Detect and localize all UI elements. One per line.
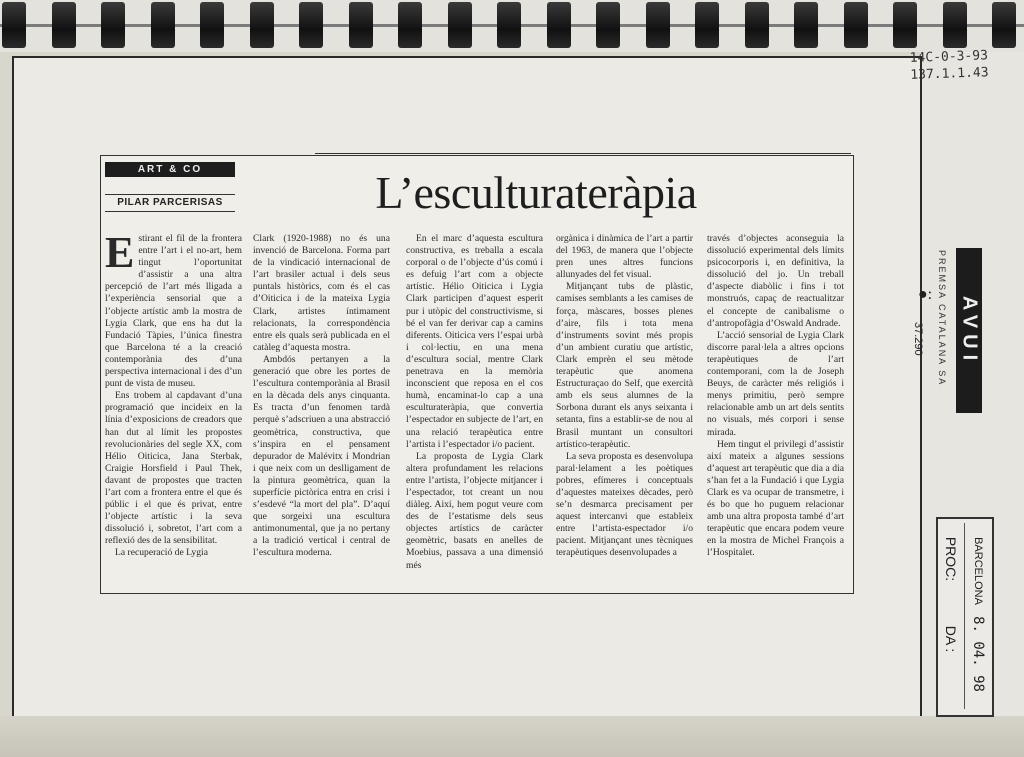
binding-ring: [448, 2, 472, 48]
article: [100, 155, 854, 594]
spiral-binding: [0, 0, 1024, 52]
author-byline: PILAR PARCERISAS: [105, 194, 235, 212]
binding-ring: [250, 2, 274, 48]
binding-ring: [52, 2, 76, 48]
paragraph: Hem tingut el privilegi d’assistir així mateix a algunes sessions d’aquest art terapèutic que dia a dia s’han fet a la Fundació i que Lygia Clark es va ocupar de transmetre, i és bo que ho puguem relacionar amb una altra proposta també d’art terapèutic que encara podem veure en la mostra de Michel François a l’Hospitalet.: [707, 438, 844, 559]
paragraph: Clark (1920-1988) no és una invenció de Barcelona. Forma part de la vindicació internacional de l’art brasiler actual i dels seus puntals històrics, com és el cas d’Oiticica i de la mateixa Lygia Clark, artistes íntimament relacionats, la correspondència entre els quals serà publicada en el catàleg d’aquesta mostra.: [253, 233, 390, 353]
binding-ring: [596, 2, 620, 48]
article-column-3: [406, 233, 543, 583]
binding-ring: [893, 2, 917, 48]
binding-ring: [299, 2, 323, 48]
newspaper-logo: [956, 248, 982, 413]
stamp-date: 8. 04. 98: [970, 616, 986, 692]
archive-stamp: [936, 517, 994, 717]
paragraph: La seva proposta es desenvolupa paral·lelament a les poètiques pobres, efímeres i conceptuals d’aquestes mateixes dècades, però se’n desmarca precisament per aquest intercanvi que estableix entre l’artista-espectador i/o pacient. Mitjançant unes tècniques terapèutiques desenvolupades a: [556, 450, 693, 559]
handwritten-line: 14C-0-3-93: [909, 48, 989, 66]
paragraph: orgànica i dinàmica de l’art a partir del 1963, de manera que l’objecte pren unes altres funcions allunyades del fet visual.: [556, 233, 693, 281]
page-edges: [0, 716, 1024, 757]
drop-cap: E: [105, 233, 135, 277]
binding-ring: [844, 2, 868, 48]
binding-ring: [547, 2, 571, 48]
binding-ring: [497, 2, 521, 48]
paragraph: La recuperació de Lygia: [115, 547, 208, 559]
binding-ring: [745, 2, 769, 48]
paragraph: La proposta de Lygia Clark altera profundament les relacions entre l’artista, l’objecte mitjancer i l’espectador, tot creant un nou diàleg. Així, hem pogut veure com des de l’estatisme dels seus objectes artístics de caràcter geomètric, basats en anelles de Moebius, passava a una dimensió més: [406, 450, 543, 571]
paragraph: En el marc d’aquesta escultura constructiva, es treballa a escala corporal o de l’objecte d’ús comú i es defuig l’art com a objecte artístic. Hélio Oiticica i Lygia Clark participen d’aquest esperit pur i utòpic del constructivisme, si bé el van fer derivar cap a camins diferents. Oiticica vers l’espai urbà i col·lectiu, en una mena d’escultura social, mentre Clark penetrava en la memòria inconscient que reposa en el cos humà, encaminat-lo cap a una esculturateràpia, que convertia l’espectador en subjecte de l’art, en una relació terapèutica entre l’artista i l’espectador i/o pacient.: [406, 233, 543, 450]
paragraph: Ens trobem al capdavant d’una programació que incideix en la línia d’exposicions de creadors que han dut al límit les propostes revolucionàries del segle XX, com Hélio Oiticica, Jana Sterbak, Craigie Horsfield i Paul Thek, davant de propostes que tracten l’art com a frontera entre el que és públic i el que és privat, entre l’objecte artístic i la seva dissolució i, sobretot, l’art com a reflexió des de la sensibilitat.: [105, 390, 242, 547]
binding-ring: [992, 2, 1016, 48]
stamp-proc-label: PROC:: [943, 536, 959, 582]
binding-ring: [200, 2, 224, 48]
edition-code: [912, 322, 952, 382]
binding-ring: [398, 2, 422, 48]
stamp-divider: [964, 523, 965, 709]
binding-ring: [151, 2, 175, 48]
binding-ring: [101, 2, 125, 48]
binding-ring: [794, 2, 818, 48]
binding-ring: [349, 2, 373, 48]
binding-ring: [646, 2, 670, 48]
paragraph: L’acció sensorial de Lygia Clark discorre paral·lela a altres opcions terapèutiques de l’art contemporani, com la de Joseph Beuys, de caràcter més religiós i menys primitiu, però sempre relacionable amb un art dels sentits no visuals, més corpori i sense mirada.: [707, 329, 844, 438]
article-column-4: [556, 233, 693, 583]
handwritten-line: 137.1.1.43: [910, 65, 989, 83]
section-label: ART & CO: [105, 162, 235, 177]
stamp-city: BARCELONA: [972, 537, 984, 605]
binding-ring: [695, 2, 719, 48]
article-column-5: [707, 233, 844, 583]
paragraph: través d’objectes aconseguia la dissolució experimental dels límits psicocorporis i, en definitiva, la dissolució del jo. Un treball d’aspecte diabòlic i fins i tot monstruós, capaç de reactualitzar el concepte de canibalisme o d’antropofàgia d’Oswald Andrade.: [707, 233, 844, 329]
article-title: L’esculturateràpia: [375, 167, 697, 218]
paragraph: Ambdós pertanyen a la generació que obre les portes de l’escultura contemporània al Brasil en la dècada dels anys cinquanta. Es tracta d’un fenomen tardà perquè s’adscriuen a una abstracció geomètrica, constructiva, que s’inspira en el pensament depurador de Malévitx i Mondrian i que neix com un deslligament de la pintura geomètrica, quan la superfície pictòrica entra en crisi i s’esdevé “la mort del pla”. D’aquí que sorgeixi una escultura antimonumental, que ja no pertany a la tradició vertical i central de l’escultura moderna.: [253, 353, 390, 559]
logo-mark-icon: ●:: [918, 286, 933, 303]
article-column-2: [253, 233, 390, 583]
binding-ring: [943, 2, 967, 48]
newspaper-name: AVUI: [958, 295, 981, 366]
title-rule: [315, 153, 851, 154]
paragraph: Mitjançant tubs de plàstic, camises semblants a les camises de força, màscares, bosses plenes d’aire, fils i tota mena d’instruments sovint més propis d’un ambient curatiu que artístic, Clark emprèn el seu mètode terapèutic que anomena Estructuraçao do Self, que exercità amb els seus alumnes de la Sorbona durant els anys seixanta i setanta, fins a establir-se de nou al Brasil muntant un consultori artístico-terapèutic.: [556, 281, 693, 450]
edition-number: 37.290: [912, 322, 924, 356]
publisher-name: PREMSA CATALANA SA: [937, 250, 947, 387]
paragraph: stirant el fil de la frontera entre l’art i el no-art, hem tingut l’oportunitat d’assistir a una altra percepció de l’art més lligada a l’experiència sensorial que a l’objecte artístic amb la mostra de Lygia Clark, que ens ha dut la Fundació Tàpies, l’única finestra que Barcelona té a la creació contemporània des d’una perspectiva internacional i des d’un punt de vista de museu.: [105, 233, 242, 390]
stamp-da-label: DA :: [943, 625, 959, 653]
handwritten-note: [909, 46, 1020, 84]
binding-ring: [2, 2, 26, 48]
article-column-1: [105, 233, 242, 583]
